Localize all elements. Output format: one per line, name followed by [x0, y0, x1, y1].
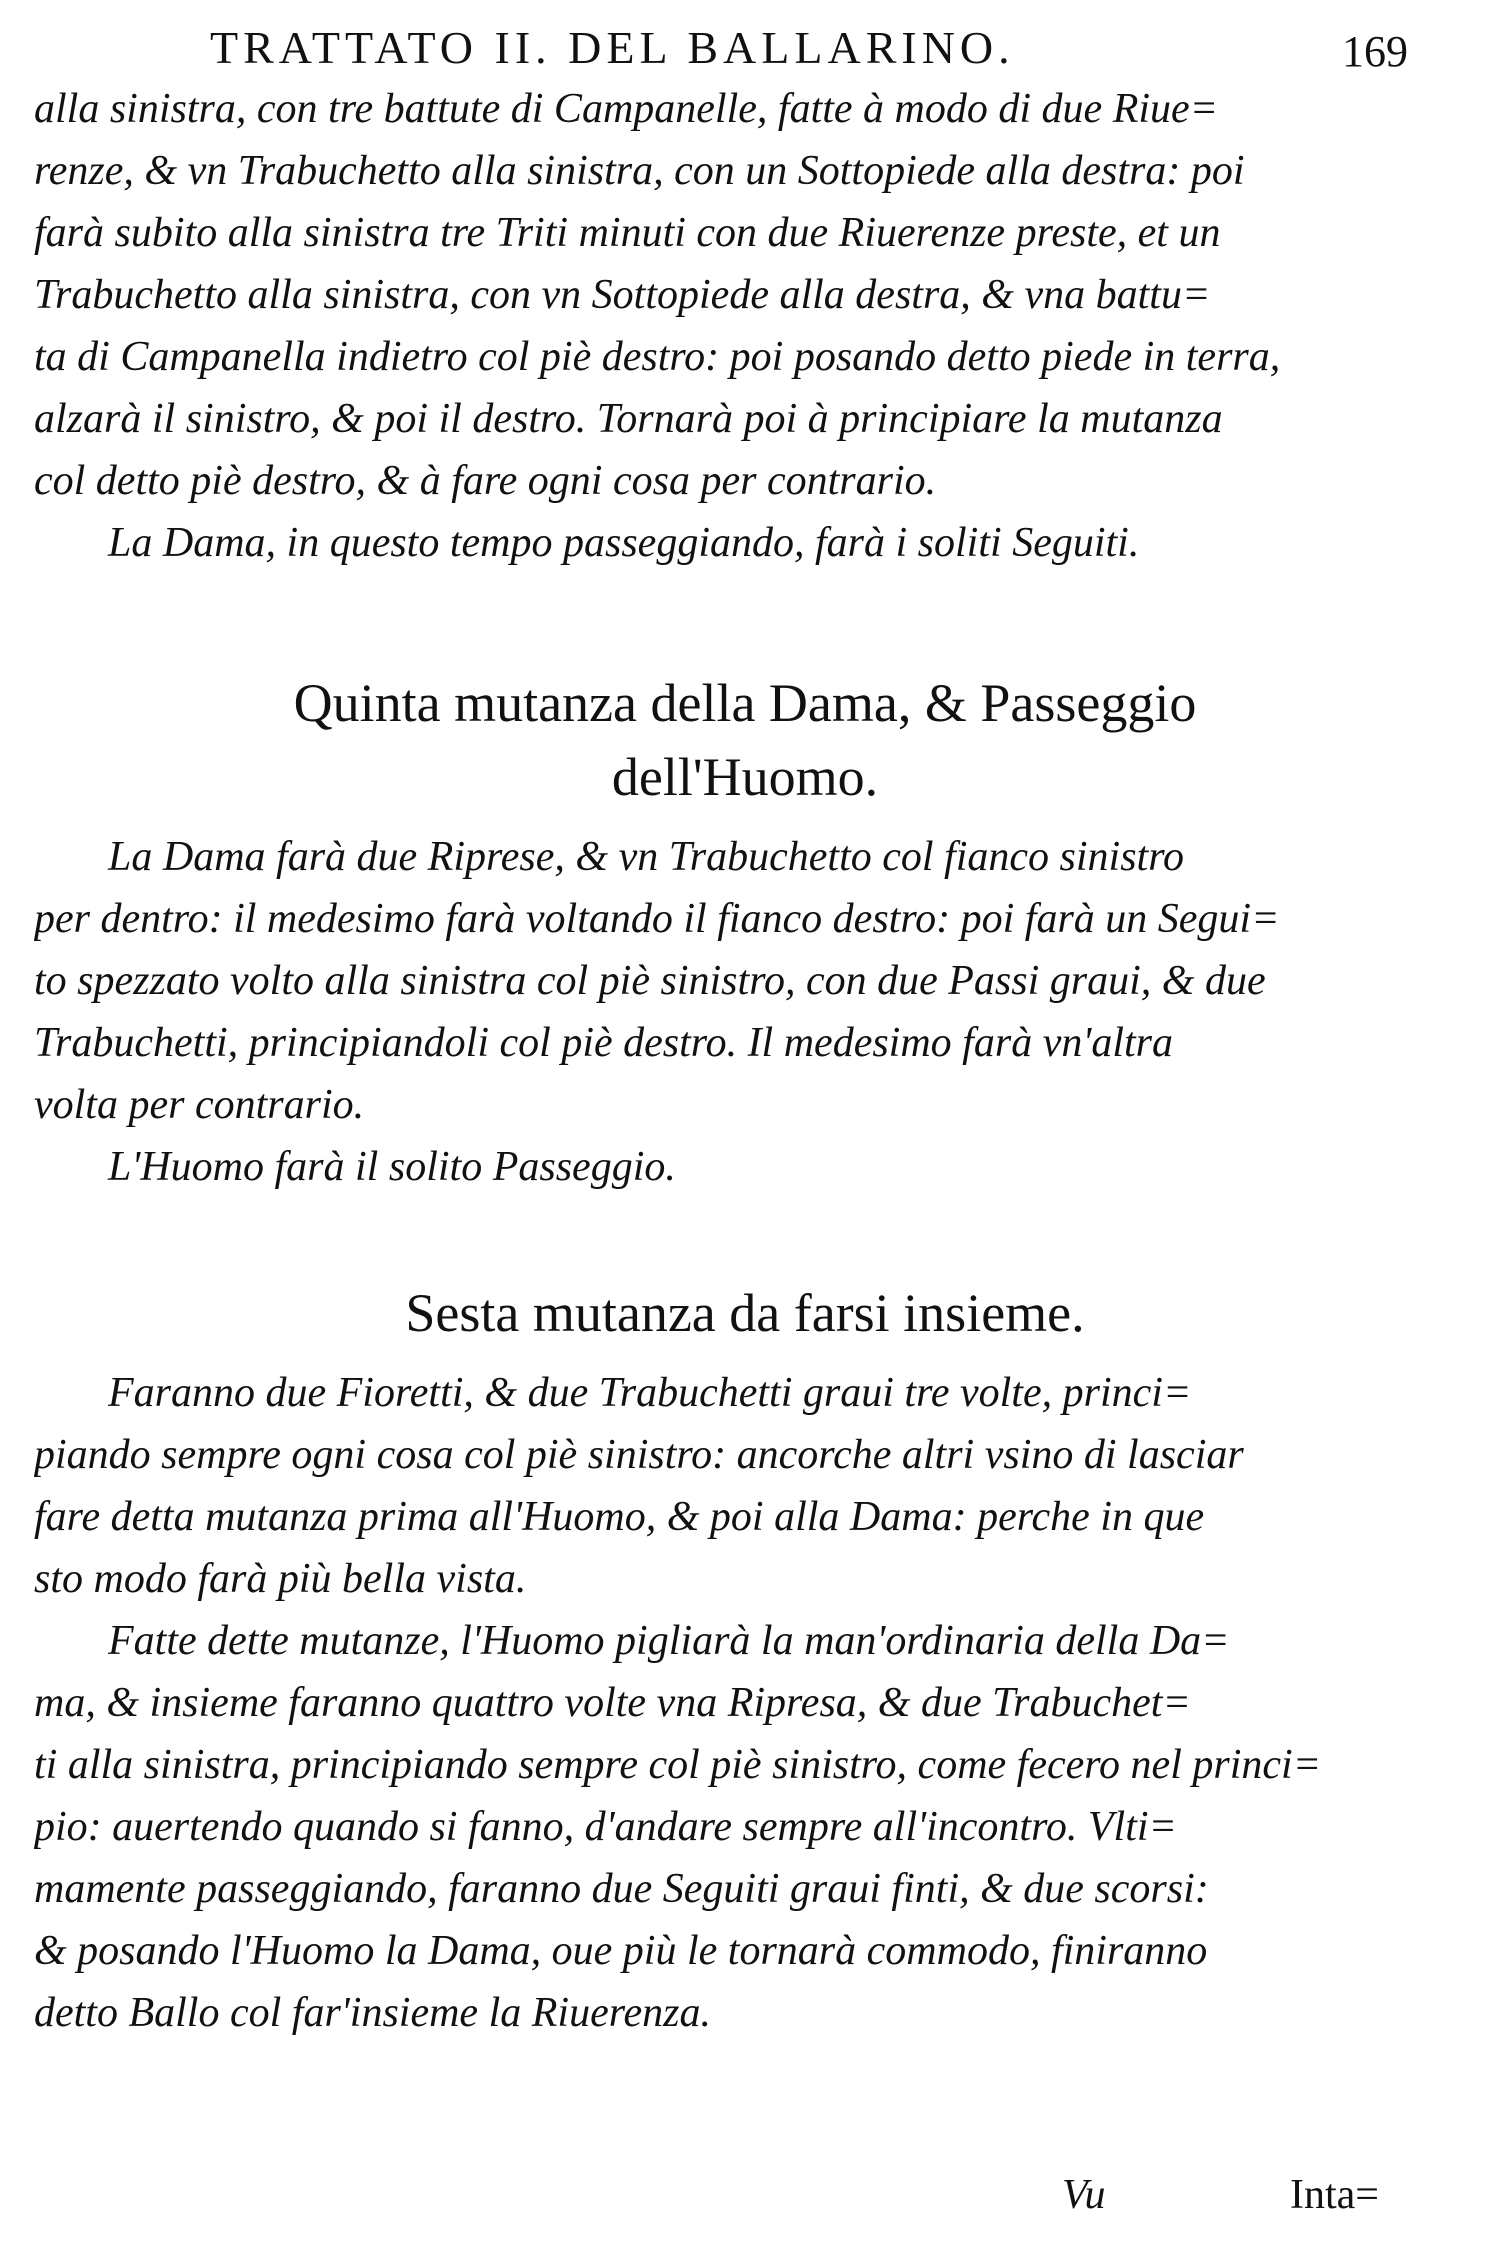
text-line: alla sinistra, con tre battute di Campanelle, fatte à modo di due Riue=	[34, 86, 1218, 132]
text-line: La Dama, in questo tempo passeggiando, farà i soliti Seguiti.	[108, 520, 1140, 566]
text-line: Trabuchetto alla sinistra, con vn Sottopiede alla destra, & vna battu=	[34, 272, 1211, 318]
text-line: sto modo farà più bella vista.	[34, 1556, 527, 1602]
text-line: renze, & vn Trabuchetto alla sinistra, con un Sottopiede alla destra: poi	[34, 148, 1245, 194]
text-block-1	[34, 78, 1464, 574]
text-line: farà subito alla sinistra tre Triti minuti con due Riuerenze preste, et un	[34, 210, 1221, 256]
text-line: piando sempre ogni cosa col piè sinistro: ancorche altri vsino di lasciar	[34, 1432, 1244, 1478]
text-line: alzarà il sinistro, & poi il destro. Tornarà poi à principiare la mutanza	[34, 396, 1223, 442]
text-line: detto Ballo col far'insieme la Riuerenza.	[34, 1990, 711, 2036]
page-number: 169	[1342, 27, 1408, 76]
text-line: pio: auertendo quando si fanno, d'andare sempre all'incontro. Vlti=	[34, 1804, 1177, 1850]
text-line: Fatte dette mutanze, l'Huomo pigliarà la man'ordinaria della Da=	[108, 1618, 1230, 1664]
text-block-3	[34, 1362, 1464, 2044]
text-line: col detto piè destro, & à fare ogni cosa per contrario.	[34, 458, 937, 504]
text-line: ma, & insieme faranno quattro volte vna Ripresa, & due Trabuchet=	[34, 1680, 1191, 1726]
text-line: & posando l'Huomo la Dama, oue più le tornarà commodo, finiranno	[34, 1928, 1208, 1974]
text-line: to spezzato volto alla sinistra col piè sinistro, con due Passi graui, & due	[34, 958, 1266, 1004]
text-line: La Dama farà due Riprese, & vn Trabuchetto col fianco sinistro	[108, 834, 1185, 880]
text-line: L'Huomo farà il solito Passeggio.	[108, 1144, 676, 1190]
catchword-right: Inta=	[1290, 2172, 1379, 2218]
text-line: ti alla sinistra, principiando sempre col piè sinistro, come fecero nel princi=	[34, 1742, 1322, 1788]
text-line: volta per contrario.	[34, 1082, 365, 1128]
text-line: Trabuchetti, principiandoli col piè destro. Il medesimo farà vn'altra	[34, 1020, 1174, 1066]
text-line: Faranno due Fioretti, & due Trabuchetti graui tre volte, princi=	[108, 1370, 1192, 1416]
text-line: per dentro: il medesimo farà voltando il fianco destro: poi farà un Segui=	[34, 896, 1280, 942]
section-heading-quinta-line2: dell'Huomo.	[611, 747, 879, 807]
text-block-2	[34, 826, 1464, 1198]
section-heading-quinta: Quinta mutanza della Dama, & Passeggio	[293, 673, 1197, 733]
text-line: fare detta mutanza prima all'Huomo, & poi alla Dama: perche in que	[34, 1494, 1205, 1540]
catchword-left: Vu	[1062, 2172, 1106, 2218]
section-heading-sesta: Sesta mutanza da farsi insieme.	[405, 1283, 1085, 1343]
text-line: ta di Campanella indietro col piè destro: poi posando detto piede in terra,	[34, 334, 1281, 380]
text-line: mamente passeggiando, faranno due Seguiti graui finti, & due scorsi:	[34, 1866, 1209, 1912]
running-title: TRATTATO II. DEL BALLARINO.	[210, 22, 1015, 73]
